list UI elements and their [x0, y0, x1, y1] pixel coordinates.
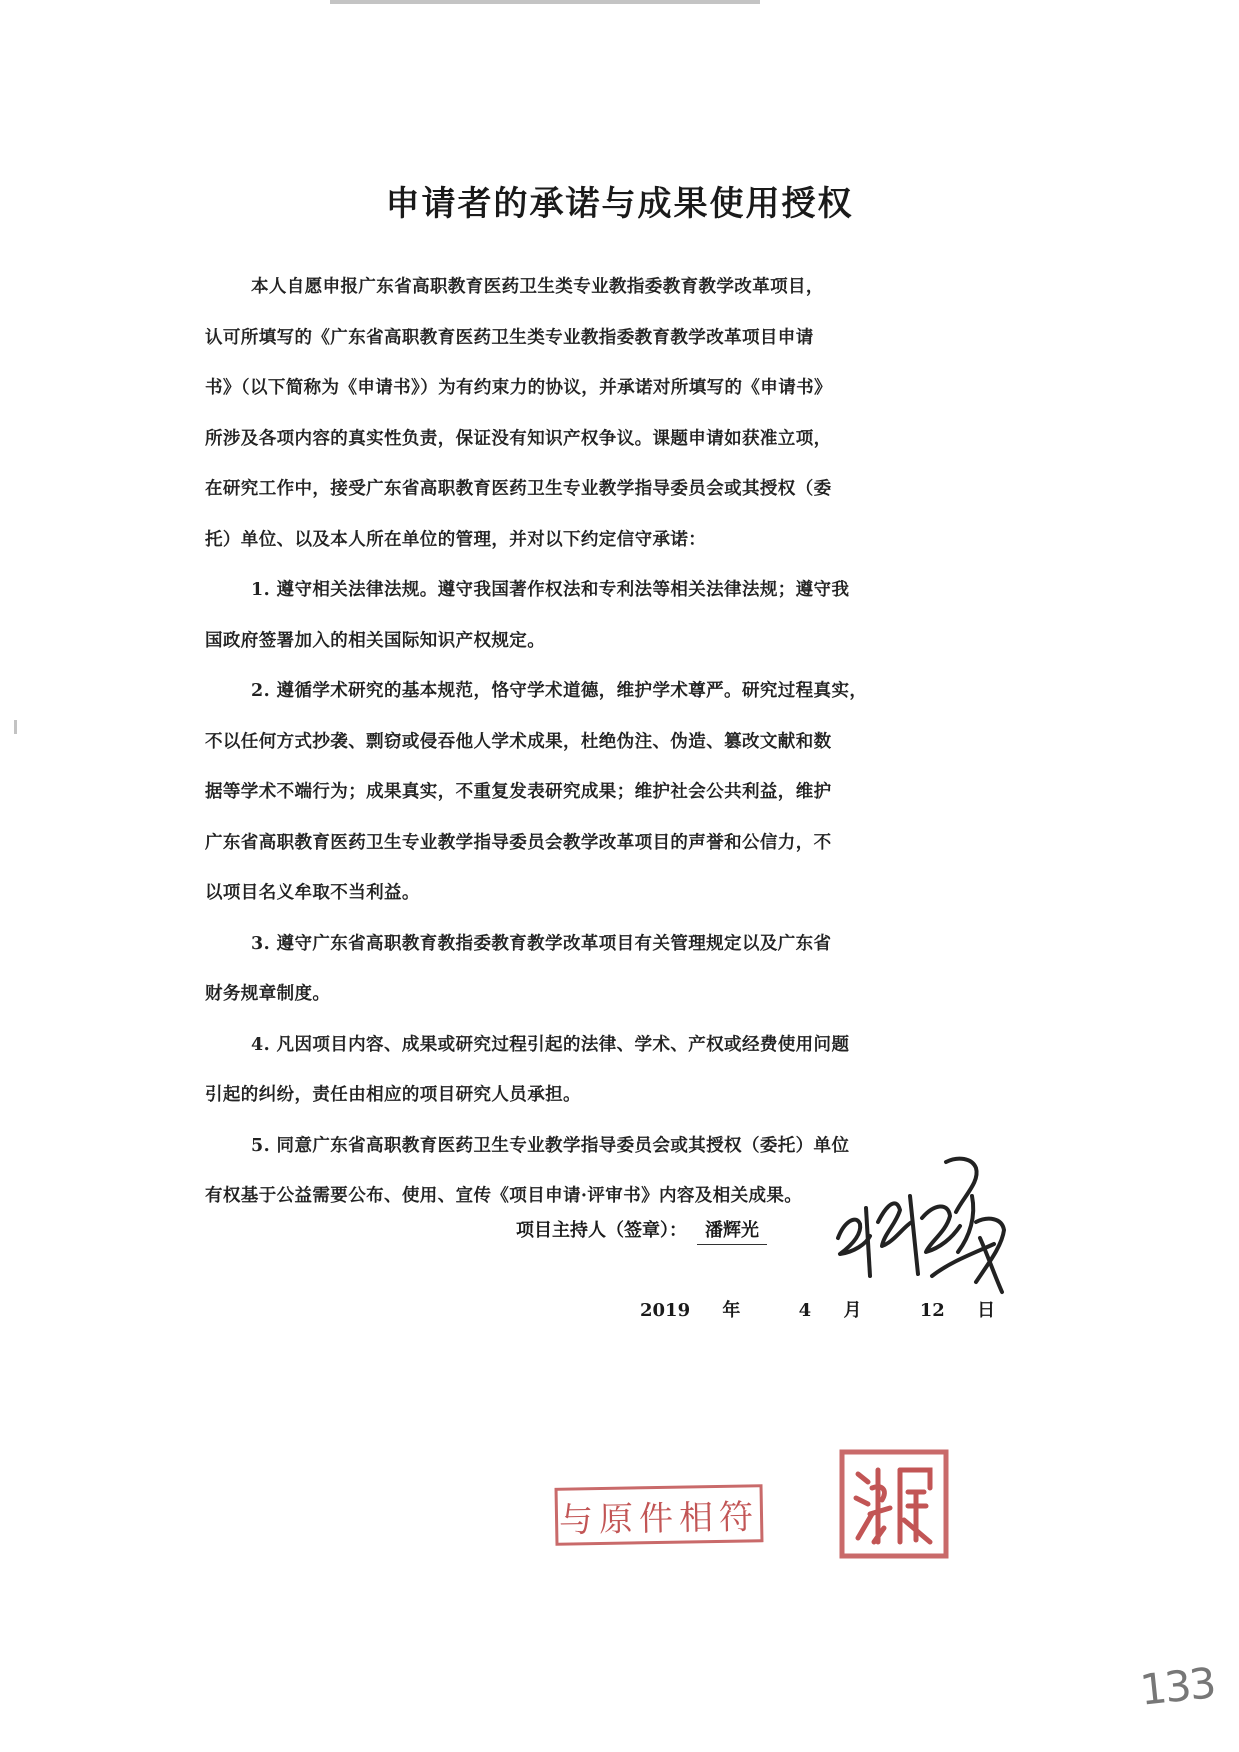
- signatory-name: 潘辉光: [697, 1216, 767, 1245]
- text-line: 以项目名义牟取不当利益。: [205, 883, 420, 903]
- text-line: 1. 遵守相关法律法规。遵守我国著作权法和专利法等相关法律法规；遵守我: [251, 580, 850, 600]
- text-line: 有权基于公益需要公布、使用、宣传《项目申请·评审书》内容及相关成果。: [205, 1186, 803, 1206]
- paragraph-intro: [205, 262, 1030, 565]
- signature-label: 项目主持人（签章）：: [516, 1220, 687, 1241]
- date-month: 4: [798, 1300, 812, 1321]
- text-line: 5. 同意广东省高职教育医药卫生专业教学指导委员会或其授权（委托）单位: [251, 1135, 850, 1156]
- scan-edge-mark: [330, 0, 760, 4]
- signature-line: [516, 1216, 767, 1245]
- date-year-unit: 年: [722, 1300, 741, 1321]
- paragraph-item-3: [205, 919, 1030, 1020]
- text-line: 在研究工作中，接受广东省高职教育医药卫生专业教学指导委员会或其授权（委: [205, 479, 832, 499]
- text-line: 托）单位、以及本人所在单位的管理，并对以下约定信守承诺：: [205, 529, 707, 550]
- page-number: 133: [1137, 1658, 1217, 1715]
- text-line: 2. 遵循学术研究的基本规范，恪守学术道德，维护学术尊严。研究过程真实，: [251, 681, 868, 701]
- document-body: [205, 262, 1030, 1222]
- text-line: 据等学术不端行为；成果真实，不重复发表研究成果；维护社会公共利益，维护: [205, 782, 832, 802]
- paragraph-item-2: [205, 666, 1030, 919]
- text-line: 不以任何方式抄袭、剽窃或侵吞他人学术成果，杜绝伪注、伪造、篡改文献和数: [205, 731, 832, 752]
- paragraph-item-1: [205, 565, 1030, 666]
- text-line: 认可所填写的《广东省高职教育医药卫生类专业教指委教育教学改革项目申请: [205, 327, 814, 348]
- signing-date: [640, 1296, 1047, 1322]
- document-title: 申请者的承诺与成果使用授权: [385, 184, 854, 224]
- text-line: 4. 凡因项目内容、成果或研究过程引起的法律、学术、产权或经费使用问题: [251, 1034, 850, 1055]
- text-line: 财务规章制度。: [205, 984, 331, 1004]
- text-line: 所涉及各项内容的真实性负责，保证没有知识产权争议。课题申请如获准立项，: [205, 428, 832, 449]
- date-day-unit: 日: [977, 1300, 996, 1321]
- certified-copy-stamp: 与原件相符: [555, 1484, 764, 1546]
- text-line: 3. 遵守广东省高职教育教指委教育教学改革项目有关管理规定以及广东省: [251, 933, 832, 954]
- text-line: 书》（以下简称为《申请书》）为有约束力的协议，并承诺对所填写的《申请书》: [205, 378, 832, 398]
- text-line: 本人自愿申报广东省高职教育医药卫生类专业教指委教育教学改革项目，: [251, 277, 824, 297]
- paragraph-item-4: [205, 1020, 1030, 1121]
- personal-seal: [838, 1448, 950, 1560]
- text-line: 国政府签署加入的相关国际知识产权规定。: [205, 630, 546, 651]
- handwritten-signature: [826, 1126, 1026, 1306]
- text-line: 引起的纠纷，责任由相应的项目研究人员承担。: [205, 1085, 581, 1105]
- date-day: 12: [919, 1300, 945, 1321]
- date-year: 2019: [640, 1300, 691, 1321]
- text-line: 广东省高职教育医药卫生专业教学指导委员会教学改革项目的声誉和公信力，不: [205, 832, 832, 853]
- scan-speck: [14, 720, 17, 734]
- date-month-unit: 月: [843, 1300, 862, 1321]
